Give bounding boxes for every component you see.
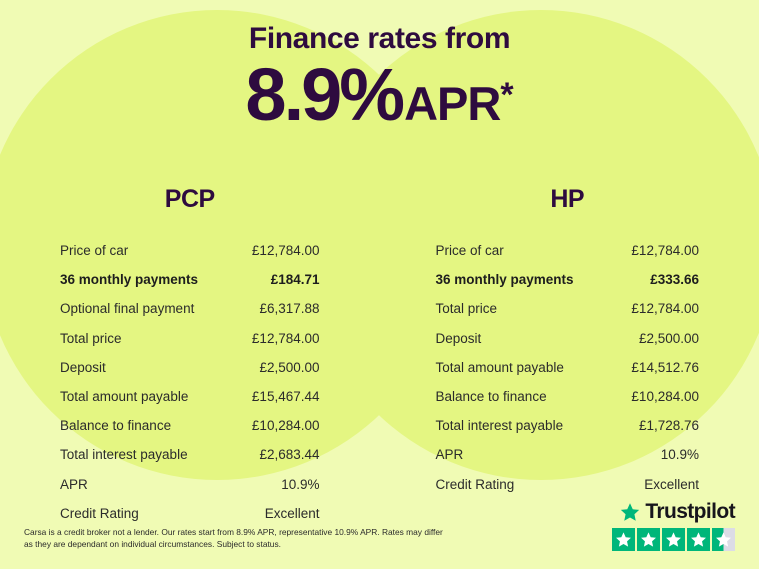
finance-column-hp (380, 185, 759, 528)
row-label: Total amount payable (435, 359, 564, 375)
row-value: £10,284.00 (631, 389, 699, 405)
table-row (436, 265, 700, 294)
table-row (60, 324, 320, 353)
rating-star-4 (687, 528, 710, 551)
table-row (436, 440, 700, 469)
row-label: Total price (60, 330, 122, 346)
table-row (60, 382, 320, 411)
headline-rate (0, 53, 759, 136)
row-label: Price of car (60, 243, 129, 259)
row-value: £12,784.00 (631, 301, 699, 317)
rate-unit: APR (404, 77, 501, 130)
disclaimer-text: Carsa is a credit broker not a lender. Our rates start from 8.9% APR, representative 10.9% APR. Rates may differ as they are dependant on individual circumstances. Subject to status. (24, 526, 443, 550)
table-row (436, 411, 700, 440)
row-label: Price of car (435, 243, 504, 259)
row-label: Balance to finance (60, 418, 172, 434)
trustpilot-star-icon (620, 502, 640, 522)
row-value: Excellent (644, 476, 699, 492)
row-value: £14,512.76 (631, 359, 699, 375)
table-row (436, 382, 700, 411)
row-label: APR (60, 476, 88, 492)
table-row (436, 294, 700, 323)
row-value: £12,784.00 (251, 330, 320, 346)
header (0, 0, 759, 136)
table-row (436, 324, 700, 353)
row-value: £2,683.44 (259, 447, 320, 463)
row-value: £10,284.00 (251, 418, 320, 434)
row-value: 10.9% (660, 447, 699, 463)
table-row (60, 265, 320, 294)
row-label: 36 monthly payments (60, 272, 199, 288)
row-label: APR (435, 447, 464, 463)
table-row (60, 470, 320, 499)
row-label: Balance to finance (435, 389, 547, 405)
table-row (436, 353, 700, 382)
row-label: Total price (435, 301, 498, 317)
page-title: Finance rates from (248, 22, 511, 55)
trustpilot-label: Trustpilot (645, 500, 735, 523)
rating-star-3 (662, 528, 685, 551)
rating-star-5-half (712, 528, 735, 551)
row-value: £15,467.44 (251, 389, 320, 405)
row-value: £2,500.00 (638, 330, 699, 346)
row-value: £12,784.00 (631, 243, 699, 259)
rate-value: 8.9% (245, 53, 403, 136)
column-title-hp: HP (550, 185, 585, 213)
row-label: Credit Rating (60, 505, 139, 521)
row-label: Total interest payable (60, 447, 188, 463)
row-label: Optional final payment (60, 301, 195, 317)
row-value: £1,728.76 (638, 418, 699, 434)
footer (0, 500, 759, 551)
row-value: £12,784.00 (251, 243, 320, 259)
row-value: £184.71 (270, 272, 320, 288)
row-value: Excellent (264, 505, 320, 521)
row-label: 36 monthly payments (435, 272, 574, 288)
row-label: Total amount payable (60, 389, 189, 405)
column-title-pcp: PCP (164, 185, 215, 213)
table-row (436, 470, 700, 499)
row-value: £6,317.88 (259, 301, 320, 317)
table-row (60, 294, 320, 323)
trustpilot-widget (612, 500, 735, 551)
comparison-columns (0, 185, 759, 528)
row-value: 10.9% (281, 476, 320, 492)
table-row (436, 236, 700, 265)
table-row (60, 411, 320, 440)
trustpilot-rating-stars (612, 528, 735, 551)
finance-column-pcp (0, 185, 380, 528)
table-row (60, 236, 320, 265)
rating-star-1 (612, 528, 635, 551)
row-label: Total interest payable (435, 418, 564, 434)
rating-star-2 (637, 528, 660, 551)
asterisk-marker: * (500, 76, 514, 114)
row-label: Deposit (435, 330, 482, 346)
row-label: Deposit (60, 359, 106, 375)
row-value: £2,500.00 (259, 359, 320, 375)
row-value: £333.66 (650, 272, 699, 288)
row-label: Credit Rating (435, 476, 515, 492)
table-row (60, 440, 320, 469)
table-row (60, 353, 320, 382)
